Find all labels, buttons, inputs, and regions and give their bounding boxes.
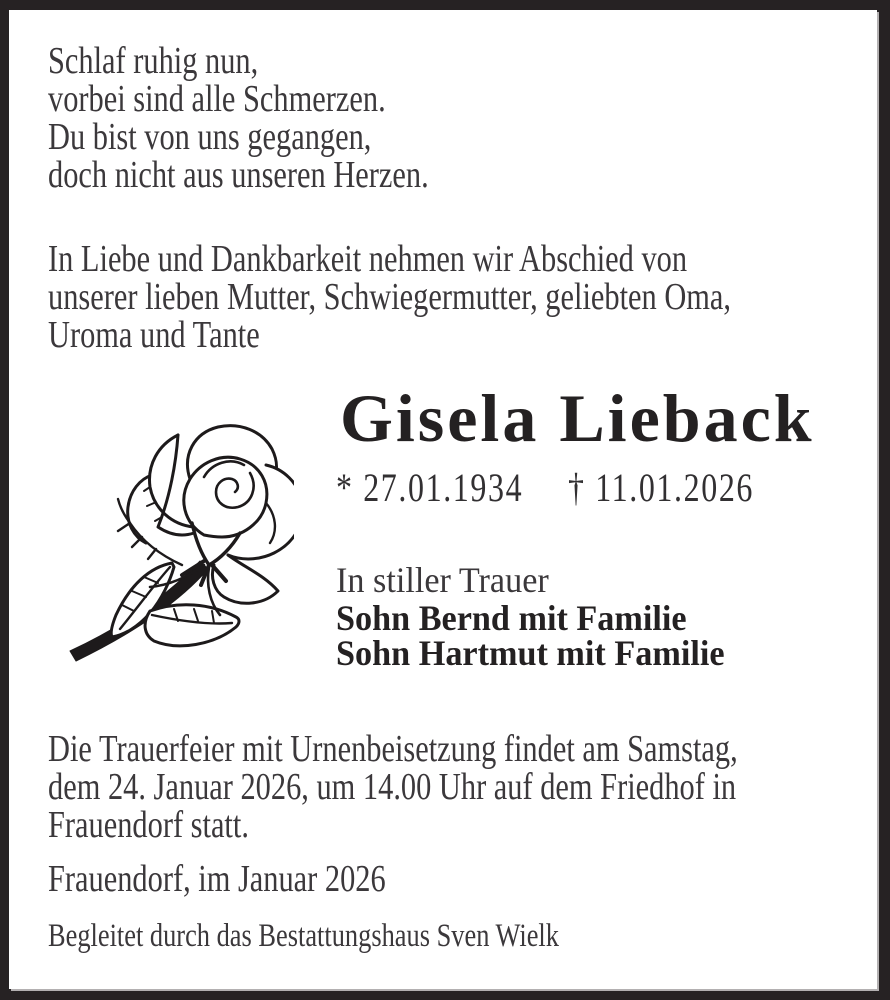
intro-block (48, 240, 731, 354)
poem-line: Schlaf ruhig nun, (48, 40, 259, 82)
poem-line: vorbei sind alle Schmerzen. (48, 78, 386, 120)
condolence-label: In stiller Trauer (336, 560, 549, 600)
place-date-line: Frauendorf, im Januar 2026 (48, 858, 386, 900)
funeral-home-line: Begleitet durch das Bestattungshaus Sven Wielk (48, 918, 559, 954)
funeral-line: dem 24. Januar 2026, um 14.00 Uhr auf dem Friedhof in (48, 766, 737, 808)
funeral-line: Die Trauerfeier mit Urnenbeisetzung findet am Samstag, (48, 728, 738, 770)
poem-line: Du bist von uns gegangen, (48, 116, 372, 158)
poem-block (48, 42, 429, 194)
intro-line: unserer lieben Mutter, Schwiegermutter, geliebten Oma, (48, 276, 732, 318)
intro-line: Uroma und Tante (48, 314, 260, 356)
obituary-card (9, 10, 877, 989)
deceased-name: Gisela Lieback (340, 380, 815, 456)
mourner-line: Sohn Hartmut mit Familie (336, 633, 725, 673)
intro-line: In Liebe und Dankbarkeit nehmen wir Abschied von (48, 238, 688, 280)
funeral-info-block (48, 730, 738, 844)
condolence-block (336, 562, 725, 671)
rose-illustration (54, 415, 294, 665)
poem-line: doch nicht aus unseren Herzen. (48, 154, 429, 196)
mourner-line: Sohn Bernd mit Familie (336, 598, 687, 638)
funeral-line: Frauendorf statt. (48, 804, 249, 846)
life-dates (336, 466, 754, 510)
birth-date: * 27.01.1934 (336, 465, 524, 510)
death-date: † 11.01.2026 (568, 465, 755, 510)
